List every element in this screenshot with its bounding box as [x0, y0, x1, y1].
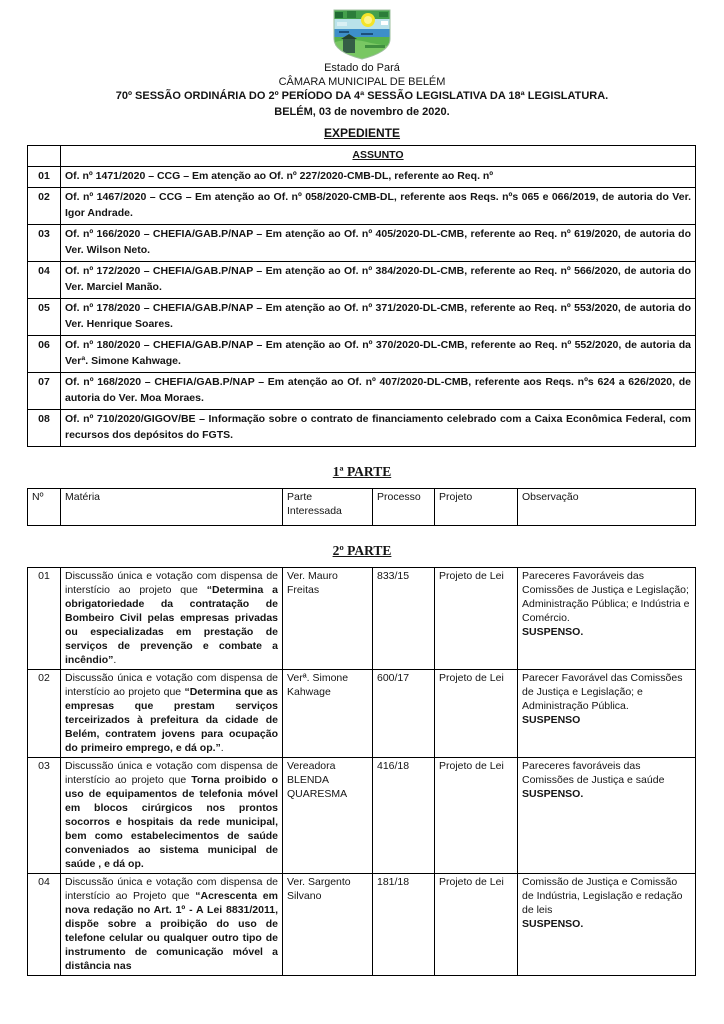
col-header-num: Nº [28, 488, 61, 525]
row-number: 04 [28, 261, 61, 298]
status-suspenso: SUSPENSO. [522, 625, 584, 638]
status-suspenso: SUSPENSO. [522, 787, 584, 800]
materia-cell: Discussão única e votação com dispensa de interstício ao projeto que “Determina que as empresas que prestam serviços terceirizados à prefeitura da cidade de Belém, contratem jovens para ocupação do primeiro emprego, e dá op.”. [61, 669, 283, 757]
table-row [28, 298, 696, 335]
parte1-table [27, 488, 696, 526]
row-subject: Of. nº 710/2020/GIGOV/BE – Informação sobre o contrato de financiamento celebrado com a Caixa Econômica Federal, com recursos dos depósitos do FGTS. [61, 409, 696, 446]
projeto-cell: Projeto de Lei [435, 567, 518, 669]
session-date: BELÉM, 03 de novembro de 2020. [274, 105, 450, 118]
row-number: 06 [28, 335, 61, 372]
row-number: 01 [28, 167, 61, 188]
observacao-cell: Comissão de Justiça e Comissão de Indústria, Legislação e redação de leis SUSPENSO. [518, 873, 696, 975]
parte-interessada-cell: Verª. Simone Kahwage [283, 669, 373, 757]
observacao-cell: Pareceres favoráveis das Comissões de Justiça e saúde SUSPENSO. [518, 757, 696, 873]
table-row [28, 873, 696, 975]
expediente-header-row [28, 146, 696, 167]
table-row [28, 187, 696, 224]
assunto-header: ASSUNTO [61, 146, 696, 167]
expediente-table [27, 145, 696, 447]
row-subject: Of. nº 180/2020 – CHEFIA/GAB.P/NAP – Em atenção ao Of. nº 370/2020-DL-CMB, referente ao Req. nº 552/2020, de autoria da Verª. Simone Kahwage. [61, 335, 696, 372]
state-name: Estado do Pará [324, 62, 400, 74]
expediente-heading: EXPEDIENTE [323, 126, 401, 140]
row-number: 02 [28, 187, 61, 224]
materia-cell: Discussão única e votação com dispensa de interstício ao projeto que “Determina a obrigatoriedade da contratação de Bombeiro Civil pelas empresas privadas ou especializadas em prestação de serviços de prevenção e combate a incêndio”. [61, 567, 283, 669]
col-header-parte-interessada: Parte Interessada [283, 488, 373, 525]
row-number: 07 [28, 372, 61, 409]
status-suspenso: SUSPENSO [522, 713, 581, 726]
parte-interessada-cell: Ver. Sargento Silvano [283, 873, 373, 975]
parte-interessada-cell: Vereadora BLENDA QUARESMA [283, 757, 373, 873]
processo-cell: 600/17 [373, 669, 435, 757]
table-row [28, 567, 696, 669]
row-subject: Of. nº 1471/2020 – CCG – Em atenção ao Of. nº 227/2020-CMB-DL, referente ao Req. nº [61, 167, 696, 188]
col-header-projeto: Projeto [435, 488, 518, 525]
projeto-cell: Projeto de Lei [435, 669, 518, 757]
session-title: 70º SESSÃO ORDINÁRIA DO 2º PERÍODO DA 4ª SESSÃO LEGISLATIVA DA 18ª LEGISLATURA. [115, 90, 609, 102]
table-row [28, 372, 696, 409]
processo-cell: 181/18 [373, 873, 435, 975]
row-number: 02 [28, 669, 61, 757]
materia-cell: Discussão única e votação com dispensa de interstício ao projeto que Torna proibido o uso de equipamentos de telefonia móvel em blocos cirúrgicos nos prontos socorros e hospitais da rede municipal, bem como estabelecimentos de saúde conveniados ao sistema municipal de saúde , e dá op. [61, 757, 283, 873]
assunto-header-spacer [28, 146, 61, 167]
document-header [0, 0, 724, 141]
processo-cell: 833/15 [373, 567, 435, 669]
parte1-header-row [28, 488, 696, 525]
observacao-cell: Parecer Favorável das Comissões de Justiça e Legislação; e Administração Pública. SUSPENSO [518, 669, 696, 757]
table-row [28, 261, 696, 298]
row-number: 05 [28, 298, 61, 335]
table-row [28, 409, 696, 446]
status-suspenso: SUSPENSO. [522, 917, 584, 930]
row-subject: Of. nº 178/2020 – CHEFIA/GAB.P/NAP – Em atenção ao Of. nº 371/2020-DL-CMB, referente ao Req. nº 553/2020, de autoria do Ver. Henrique Soares. [61, 298, 696, 335]
table-row [28, 167, 696, 188]
col-header-materia: Matéria [61, 488, 283, 525]
col-header-observacao: Observação [518, 488, 696, 525]
row-number: 03 [28, 757, 61, 873]
materia-cell: Discussão única e votação com dispensa de interstício ao Projeto que “Acrescenta em nova redação no Art. 1º - A Lei 8831/2011, dispõe sobre a proibição do uso de telefone celular ou qualquer outro tipo de instrumento de comunicação móvel a distância nas [61, 873, 283, 975]
row-number: 04 [28, 873, 61, 975]
chamber-name: CÂMARA MUNICIPAL DE BELÉM [278, 75, 446, 88]
table-row [28, 757, 696, 873]
parte2-heading: 2º PARTE [332, 542, 392, 558]
parte2-table [27, 567, 696, 976]
processo-cell: 416/18 [373, 757, 435, 873]
observacao-cell: Pareceres Favoráveis das Comissões de Justiça e Legislação; Administração Pública; e Indústria e Comércio. SUSPENSO. [518, 567, 696, 669]
table-row [28, 335, 696, 372]
row-subject: Of. nº 1467/2020 – CCG – Em atenção ao Of. nº 058/2020-CMB-DL, referente aos Reqs. nºs 065 e 066/2019, de autoria do Ver. Igor Andrade. [61, 187, 696, 224]
projeto-cell: Projeto de Lei [435, 873, 518, 975]
projeto-cell: Projeto de Lei [435, 757, 518, 873]
row-subject: Of. nº 166/2020 – CHEFIA/GAB.P/NAP – Em atenção ao Of. nº 405/2020-DL-CMB, referente ao Req. nº 619/2020, de autoria do Ver. Wilson Neto. [61, 224, 696, 261]
row-number: 08 [28, 409, 61, 446]
parte1-heading: 1ª PARTE [332, 463, 392, 479]
row-number: 01 [28, 567, 61, 669]
col-header-processo: Processo [373, 488, 435, 525]
belem-coat-of-arms-icon [331, 9, 393, 61]
table-row [28, 224, 696, 261]
parte-interessada-cell: Ver. Mauro Freitas [283, 567, 373, 669]
row-number: 03 [28, 224, 61, 261]
row-subject: Of. nº 168/2020 – CHEFIA/GAB.P/NAP – Em atenção ao Of. nº 407/2020-DL-CMB, referente aos Reqs. nºs 624 a 626/2020, de autoria do Ver. Moa Moraes. [61, 372, 696, 409]
row-subject: Of. nº 172/2020 – CHEFIA/GAB.P/NAP – Em atenção ao Of. nº 384/2020-DL-CMB, referente ao Req. nº 566/2020, de autoria do Ver. Marciel Manão. [61, 261, 696, 298]
table-row [28, 669, 696, 757]
